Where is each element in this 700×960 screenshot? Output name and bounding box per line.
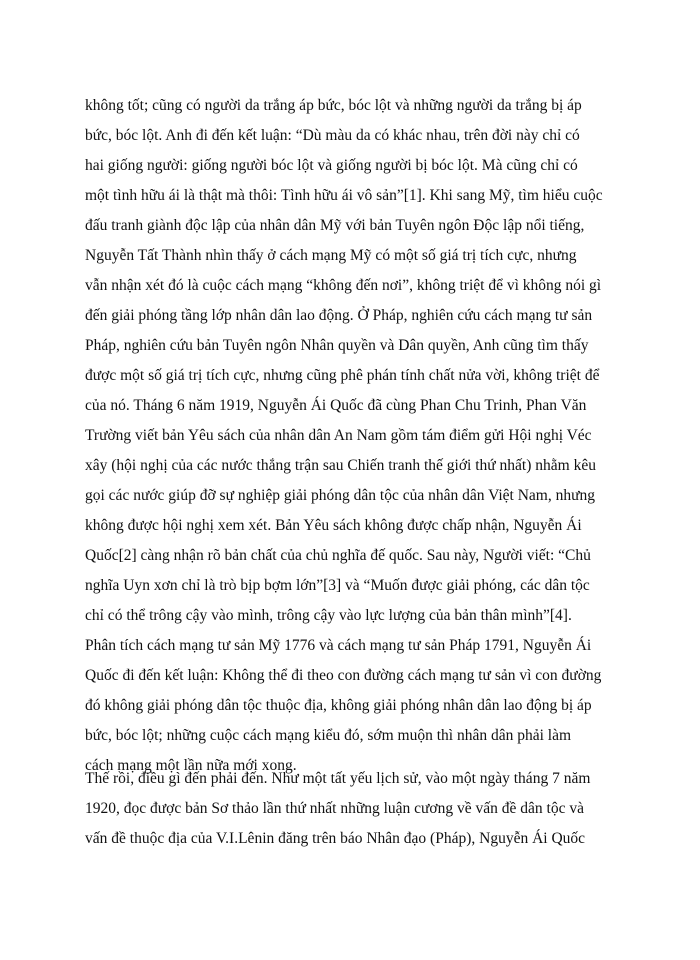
text-line: bức, bóc lột. Anh đi đến kết luận: “Dù màu da có khác nhau, trên đời này chỉ có <box>85 127 580 144</box>
text-line: Trường viết bản Yêu sách của nhân dân An Nam gồm tám điểm gửi Hội nghị Véc <box>85 427 592 444</box>
text-line: một tình hữu ái là thật mà thôi: Tình hữu ái vô sản”[1]. Khi sang Mỹ, tìm hiểu cuộc <box>85 187 603 204</box>
text-line: Nguyễn Tất Thành nhìn thấy ở cách mạng Mỹ có một số giá trị tích cực, nhưng <box>85 247 577 264</box>
text-line: xây (hội nghị của các nước thắng trận sau Chiến tranh thế giới thứ nhất) nhằm kêu <box>85 457 596 474</box>
text-line: cách mạng một lần nữa mới xong. <box>85 757 297 774</box>
text-line: được một số giá trị tích cực, nhưng cũng phê phán tính chất nửa vời, không triệt để <box>85 367 600 384</box>
text-line: vấn đề thuộc địa của V.I.Lênin đăng trên báo Nhân đạo (Pháp), Nguyễn Ái Quốc <box>85 830 586 847</box>
text-line: của nó. Tháng 6 năm 1919, Nguyễn Ái Quốc đã cùng Phan Chu Trinh, Phan Văn <box>85 397 587 414</box>
text-line: Thế rồi, điều gì đến phải đến. Như một tất yếu lịch sử, vào một ngày tháng 7 năm <box>85 770 591 787</box>
text-line: nghĩa Uyn xơn chỉ là trò bịp bợm lớn”[3] và “Muốn được giải phóng, các dân tộc <box>85 577 590 594</box>
text-line: bức, bóc lột; những cuộc cách mạng kiểu đó, sớm muộn thì nhân dân phải làm <box>85 727 572 744</box>
text-line: đấu tranh giành độc lập của nhân dân Mỹ với bản Tuyên ngôn Độc lập nổi tiếng, <box>85 217 585 234</box>
text-line: đến giải phóng tầng lớp nhân dân lao động. Ở Pháp, nghiên cứu cách mạng tư sản <box>85 307 593 324</box>
text-line: chỉ có thể trông cậy vào mình, trông cậy vào lực lượng của bản thân mình”[4]. <box>85 607 572 624</box>
text-line: Quốc đi đến kết luận: Không thể đi theo con đường cách mạng tư sản vì con đường <box>85 667 602 684</box>
text-line: 1920, đọc được bản Sơ thảo lần thứ nhất những luận cương về vấn đề dân tộc và <box>85 800 584 817</box>
paragraph-2 <box>85 764 630 854</box>
text-line: Pháp, nghiên cứu bản Tuyên ngôn Nhân quyền và Dân quyền, Anh cũng tìm thấy <box>85 337 589 354</box>
text-line: hai giống người: giống người bóc lột và giống người bị bóc lột. Mà cũng chỉ có <box>85 157 578 174</box>
text-line: gọi các nước giúp đỡ sự nghiệp giải phóng dân tộc của nhân dân Việt Nam, nhưng <box>85 487 596 504</box>
text-line: không tốt; cũng có người da trắng áp bức, bóc lột và những người da trắng bị áp <box>85 97 582 114</box>
text-line: vẫn nhận xét đó là cuộc cách mạng “không đến nơi”, không triệt để vì không nói gì <box>85 277 602 294</box>
text-line: không được hội nghị xem xét. Bản Yêu sách không được chấp nhận, Nguyễn Ái <box>85 517 582 534</box>
text-line: đó không giải phóng dân tộc thuộc địa, không giải phóng nhân dân lao động bị áp <box>85 697 592 714</box>
text-line: Phân tích cách mạng tư sản Mỹ 1776 và cách mạng tư sản Pháp 1791, Nguyễn Ái <box>85 637 592 654</box>
text-line: Quốc[2] càng nhận rõ bản chất của chủ nghĩa đế quốc. Sau này, Người viết: “Chủ <box>85 547 591 564</box>
paragraph-1 <box>85 91 630 781</box>
